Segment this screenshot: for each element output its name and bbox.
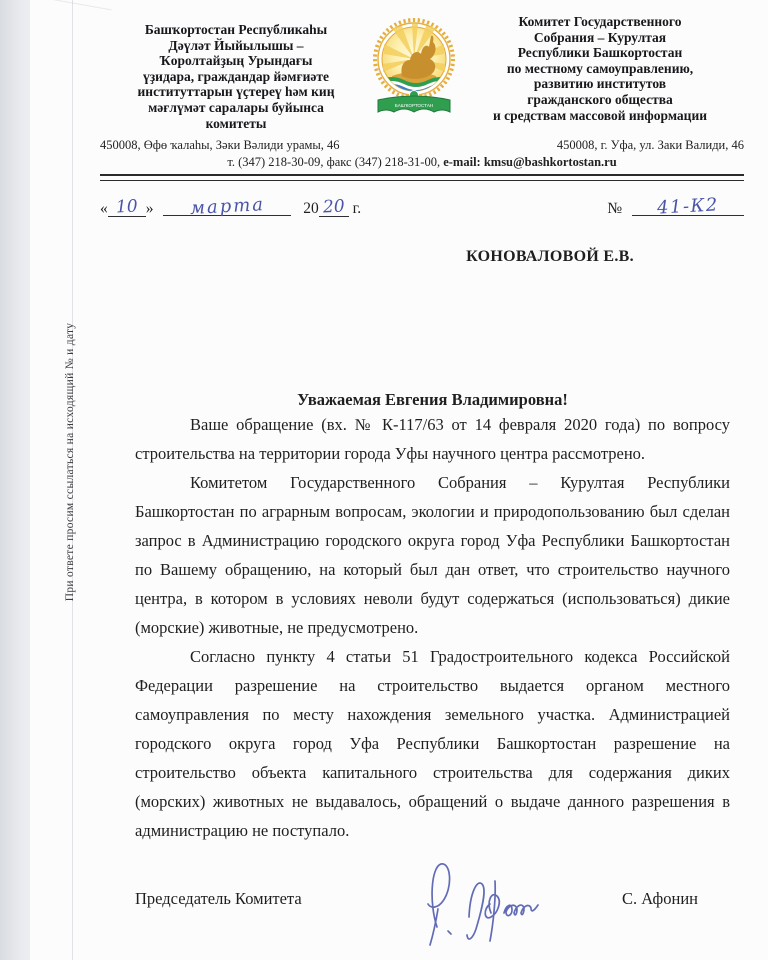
quote-close: » — [145, 200, 154, 218]
salutation: Уважаемая Евгения Владимировна! — [297, 390, 568, 410]
addressee-name: КОНОВАЛОВОЙ Е.В. — [466, 248, 634, 266]
org-line: гражданского общества — [527, 91, 673, 107]
number-group — [607, 194, 744, 219]
email-label: e-mail: — [443, 155, 484, 170]
signer-name: С. Афонин — [622, 889, 698, 909]
emblem-ribbon-text: БАШҠОРТОСТАН — [394, 103, 434, 108]
org-line: институттарын үҫтереү һәм киң — [137, 84, 335, 100]
handwritten-signature-icon — [407, 851, 567, 951]
number-label: № — [607, 200, 623, 218]
date-month-blank — [163, 194, 291, 220]
phone-fax-text: т. (347) 218-30-09, факс (347) 218-31-00, — [227, 155, 444, 170]
address-row — [100, 138, 744, 153]
bashkortostan-coat-of-arms-icon — [372, 14, 456, 122]
org-line: Башҡортостан Республикаһы — [144, 22, 328, 37]
org-line: развитию институтов — [533, 76, 667, 92]
org-line: Собрания – Курултая — [533, 29, 667, 45]
org-line: Ҡоролтайҙың Урындағы — [159, 53, 313, 69]
email-address: kmsu@bashkortostan.ru — [483, 155, 617, 170]
year-suffix: г. — [348, 200, 362, 218]
letter-content — [100, 0, 744, 909]
org-line: по местному самоуправлению, — [506, 60, 694, 76]
signer-title: Председатель Комитета — [135, 889, 302, 909]
paragraph-1: Ваше обращение (вх. № К-117/63 от 14 февраля 2020 года) по вопросу строительства на территории города Уфы научного центра рассмотрено. — [135, 415, 730, 464]
emblem-container — [372, 14, 456, 122]
contacts-line — [100, 155, 744, 170]
quote-open: « — [100, 200, 108, 218]
year-blank — [319, 198, 349, 217]
paragraph-3: Согласно пункту 4 статьи 51 Градостроительного кодекса Российской Федерации разрешение на строительство выдается органом местного самоуправления по месту нахождения земельного участка. Администрацией городского округа город Уфа Республики Башкортостан разрешение на строительство объекта капитального строительства для содержания диких (морских) животных не выдавалось, обращений о выдаче данного разрешения в администрацию не поступало. — [135, 647, 730, 841]
handwritten-month: марта — [189, 194, 266, 220]
handwritten-year: 20 — [322, 196, 346, 218]
address-bashkir: 450008, Өфө ҡалаһы, Зәки Вәлиди урамы, 46 — [100, 138, 340, 153]
org-line: Комитет Государственного — [518, 14, 682, 29]
handwritten-number: 41-К2 — [656, 194, 720, 219]
org-line: Республики Башкортостан — [517, 45, 683, 61]
reference-line — [100, 194, 744, 220]
org-line: комитеты — [205, 115, 267, 131]
date-day-blank — [108, 198, 146, 217]
letter-body — [135, 390, 730, 909]
address-russian: 450008, г. Уфа, ул. Заки Валиди, 46 — [556, 138, 744, 153]
org-line: Дәүләт Йыйылышы – — [168, 37, 304, 53]
paragraph-2: Комитетом Государственного Собрания – Курултая Республики Башкортостан по аграрным вопросам, экологии и природопользованию был сделан запрос в Администрацию городского округа город Уфа Республики Башкортостан по Вашему обращению, на который был дан ответ, что строительство научного центра, в котором в условиях неволи будут содержаться (использоваться) дикие (морские) животные, не предусмотрено. — [135, 473, 730, 638]
year-prefix: 20 — [303, 200, 319, 218]
reply-reference-margin-note: При ответе просим ссылаться на исходящий № и дату — [64, 322, 76, 602]
handwritten-day: 10 — [115, 196, 139, 218]
letterhead-divider — [100, 174, 744, 181]
org-name-russian — [456, 14, 744, 123]
org-line: мәғлүмәт саралары буйынса — [148, 99, 324, 115]
org-name-bashkir — [100, 14, 372, 131]
org-line: и средствам массовой информации — [492, 107, 708, 123]
signature-block — [135, 889, 730, 909]
org-line: үҙидара, граждандар йәмғиәте — [142, 68, 330, 84]
number-blank — [632, 194, 744, 219]
date-group — [100, 194, 362, 220]
letterhead — [100, 0, 744, 131]
